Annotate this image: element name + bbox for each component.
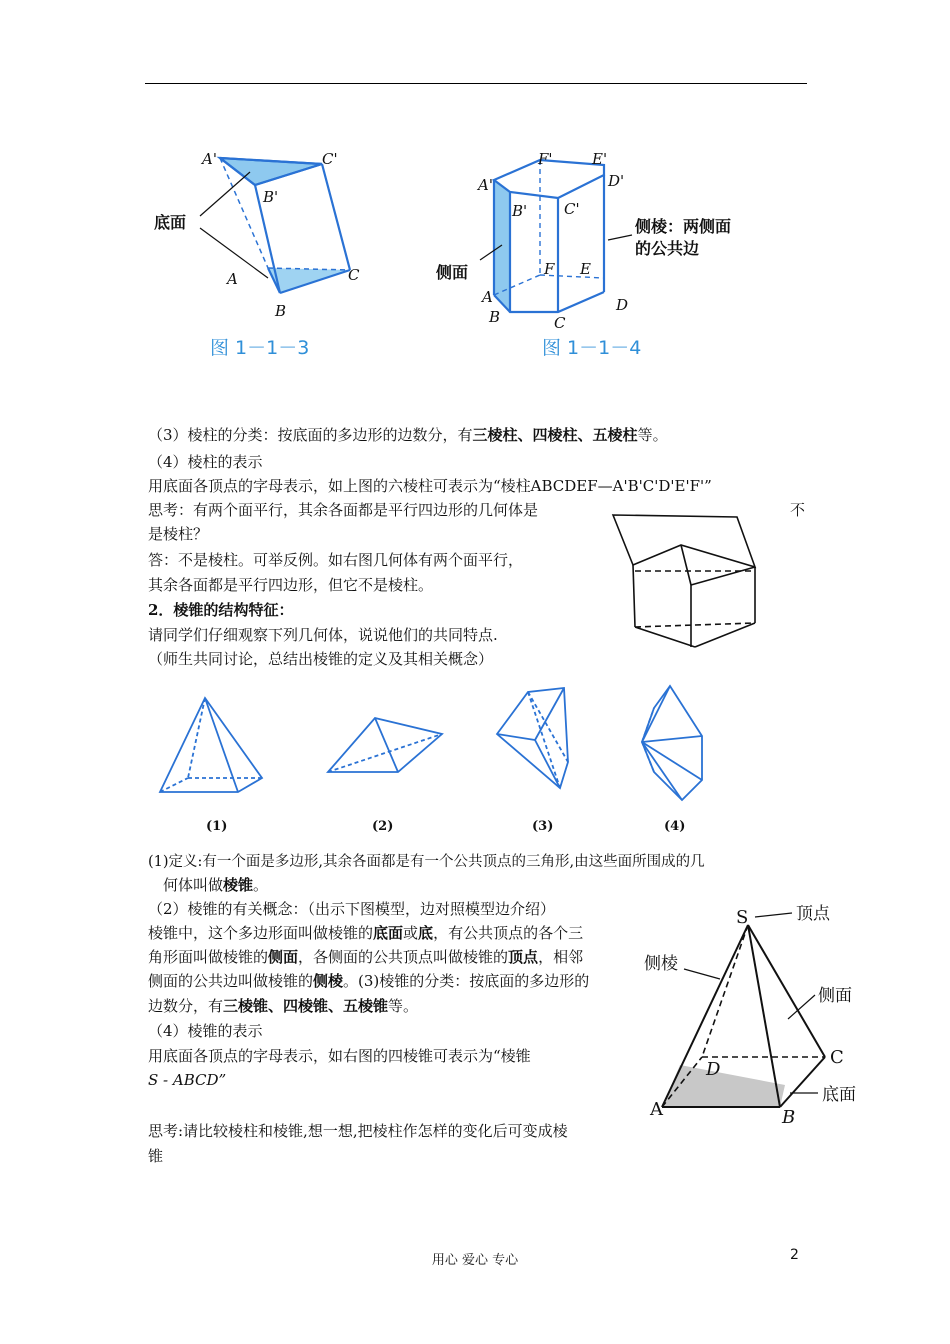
pyramid-label-apex: 顶点 [796,904,830,924]
pyramid-label-C: C [830,1047,844,1068]
pyramid-notation-title: （4）棱锥的表示 [148,1022,263,1040]
shape-label-3: (3) [532,819,554,834]
vertex-E: E [580,260,591,278]
vertex-F: F [544,260,555,278]
vertex-C-prime: C' [564,200,580,218]
pyramid-think-line2: 锥 [148,1147,164,1165]
prism-think: 思考：有两个面平行，其余各面都是平行四边形的几何体是 [148,501,539,519]
pyramid-label-A: A [650,1099,663,1120]
header-rule [145,83,807,84]
pyramid-definition-line1: (1)定义:有一个面是多边形,其余各面都是有一个公共顶点的三角形,由这些面所围成的几 [148,854,705,870]
prism-answer-line1: 答：不是棱柱。可举反例。如右图几何体有两个面平行， [148,551,524,569]
prism-notation-title: （4）棱柱的表示 [148,453,263,471]
pyramid-concept-line3: 侧面的公共边叫做棱锥的侧棱。(3)棱锥的分类：按底面的多边形的 [148,972,590,990]
figure-caption-1-1-4: 图 1－1－4 [542,337,642,359]
prism-classification: （3）棱柱的分类：按底面的多边形的边数分，有三棱柱、四棱柱、五棱柱等。 [148,426,668,444]
label-lateral-edge-line2: 的公共边 [635,239,700,258]
shape-label-2: (2) [372,819,394,834]
footer-text: 用心 爱心 专心 [431,1253,519,1268]
vertex-A: A [227,270,238,288]
figure-1-1-4-hexagonal-prism [432,140,792,365]
pyramid-discuss: （师生共同讨论，总结出棱锥的定义及其相关概念） [148,650,494,668]
pyramid-concept-diagram [640,895,875,1130]
pyramid-observe: 请同学们仔细观察下列几何体，说说他们的共同特点. [148,626,498,644]
prism-think-not: 不 [790,501,806,519]
pyramid-label-lateral-face: 侧面 [818,986,852,1006]
figure-caption-1-1-3: 图 1－1－3 [210,337,310,359]
vertex-D: D [616,296,629,314]
prism-answer-line2: 其余各面都是平行四边形，但它不是棱柱。 [148,576,434,594]
vertex-C-prime: C' [322,150,338,168]
vertex-D-prime: D' [608,172,625,190]
prism-notation-text: 用底面各顶点的字母表示，如上图的六棱柱可表示为“棱柱ABCDEF—A'B'C'D'E'F'” [148,477,712,495]
vertex-A: A [482,288,493,306]
pyramid-shapes-row [150,680,730,840]
shape-label-4: (4) [664,819,686,834]
pyramid-heading: 2．棱锥的结构特征： [148,601,294,619]
shape-label-1: (1) [206,819,228,834]
pyramid-definition-line2: 何体叫做棱锥。 [163,876,269,894]
pyramid-think-line1: 思考:请比较棱柱和棱锥,想一想,把棱柱作怎样的变化后可变成棱 [148,1122,568,1140]
pyramid-concept-title: （2）棱锥的有关概念：（出示下图模型，边对照模型边介绍） [148,900,556,918]
vertex-B: B [489,308,501,326]
figure-1-1-3-triangular-prism [150,140,380,365]
label-side-face: 侧面 [436,263,469,282]
pyramid-notation-line1: 用底面各顶点的字母表示，如右图的四棱锥可表示为“棱锥 [148,1047,531,1065]
pyramid-label-base: 底面 [822,1085,856,1105]
vertex-B-prime: B' [512,202,528,220]
page-number: 2 [790,1247,799,1263]
pyramid-label-B: B [782,1107,796,1128]
pyramid-label-D: D [706,1059,721,1080]
prism-think-line2: 是棱柱？ [148,525,209,543]
pyramid-concept-line2: 角形面叫做棱锥的侧面，各侧面的公共顶点叫做棱锥的顶点，相邻 [148,948,584,966]
vertex-E-prime: E' [592,150,608,168]
vertex-C: C [348,266,360,284]
vertex-B: B [275,302,287,320]
vertex-F-prime: F' [538,150,553,168]
vertex-B-prime: B' [263,188,279,206]
vertex-A-prime: A' [478,176,493,194]
counterexample-solid [605,505,765,655]
pyramid-notation-line2: S - ABCD” [148,1071,227,1089]
label-lateral-edge-line1: 侧棱：两侧面 [635,217,732,236]
vertex-C: C [554,314,566,332]
label-base: 底面 [154,213,187,232]
pyramid-label-S: S [736,907,749,928]
pyramid-concept-line4: 边数分，有三棱锥、四棱锥、五棱锥等。 [148,997,419,1015]
pyramid-label-lateral-edge: 侧棱 [644,954,678,974]
pyramid-concept-line1: 棱锥中，这个多边形面叫做棱锥的底面或底，有公共顶点的各个三 [148,924,584,942]
vertex-A-prime: A' [202,150,217,168]
